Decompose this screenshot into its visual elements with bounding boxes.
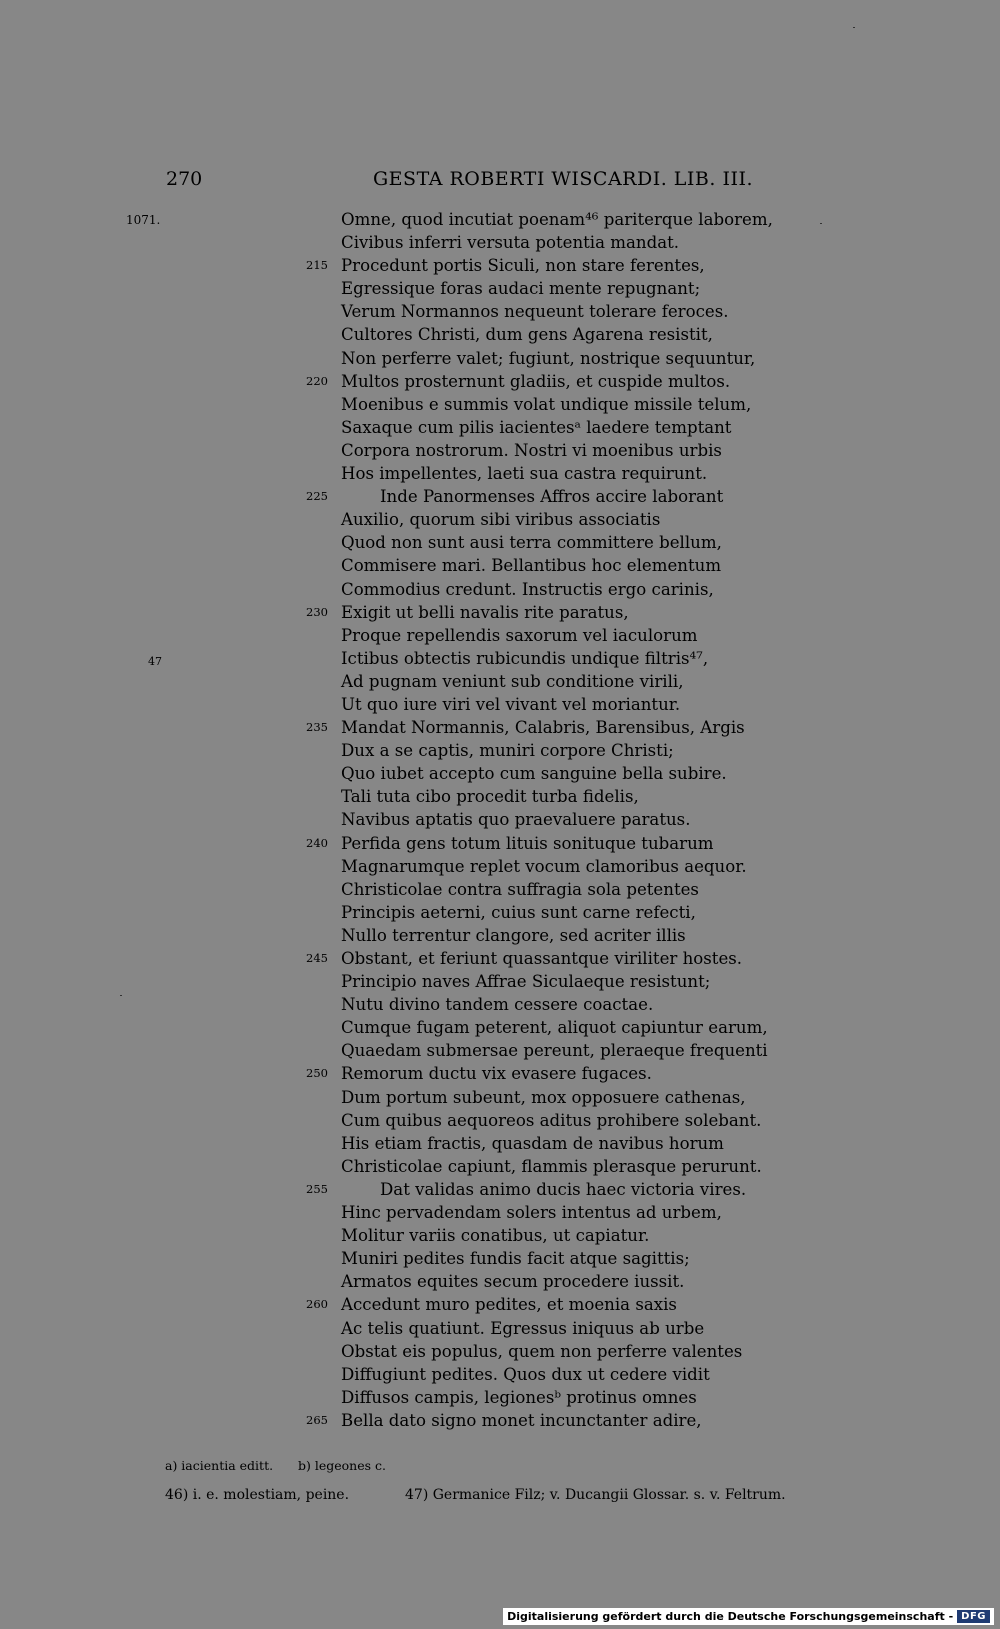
line-number: 255	[306, 1181, 328, 1196]
verse-text-line: Cultores Christi, dum gens Agarena resistit,	[341, 325, 713, 345]
verse-text-line: Molitur variis conatibus, ut capiatur.	[341, 1226, 650, 1246]
verse-line	[0, 554, 1000, 577]
verse-line	[0, 300, 1000, 323]
margin-footnote-ref: 47	[148, 655, 162, 668]
verse-line	[0, 254, 1000, 277]
verse-line	[0, 1317, 1000, 1340]
verse-line	[0, 947, 1000, 970]
verse-text-line: Dum portum subeunt, mox opposuere cathenas,	[341, 1087, 746, 1107]
line-number: 225	[306, 489, 328, 504]
verse-line	[0, 277, 1000, 300]
verse-line	[0, 1132, 1000, 1155]
scan-speck	[820, 223, 822, 224]
verse-text-line: Dat validas animo ducis haec victoria vires.	[380, 1179, 747, 1199]
verse-text-line: Ad pugnam veniunt sub conditione virili,	[341, 671, 684, 691]
digitization-credit	[503, 1608, 994, 1625]
verse-text-line: Hos impellentes, laeti sua castra requirunt.	[341, 464, 708, 484]
verse-line	[0, 739, 1000, 762]
verse-text-line: Verum Normannos nequeunt tolerare feroces.	[341, 302, 729, 322]
footnote-a: a) iacientia editt.	[165, 1458, 274, 1473]
verse-line	[0, 231, 1000, 254]
verse-line	[0, 1155, 1000, 1178]
verse-text-line: Diffusos campis, legionesᵇ protinus omnes	[341, 1387, 697, 1407]
line-number: 250	[306, 1066, 328, 1081]
verse-text-line: His etiam fractis, quasdam de navibus horum	[341, 1133, 724, 1153]
scan-speck	[120, 995, 122, 996]
verse-line	[0, 855, 1000, 878]
verse-line	[0, 878, 1000, 901]
verse-line	[0, 531, 1000, 554]
verse-line	[0, 1109, 1000, 1132]
verse-text-line: Quo iubet accepto cum sanguine bella subire.	[341, 764, 727, 784]
verse-line	[0, 1270, 1000, 1293]
verse-line	[0, 1062, 1000, 1085]
verse-text-line: Egressique foras audaci mente repugnant;	[341, 279, 701, 299]
verse-line	[0, 970, 1000, 993]
line-number: 265	[306, 1412, 328, 1427]
verse-line	[0, 1386, 1000, 1409]
verse-text-line: Auxilio, quorum sibi viribus associatis	[341, 510, 661, 530]
verse-text-line: Commodius credunt. Instructis ergo carinis,	[341, 579, 714, 599]
verse-text-line: Nullo terrentur clangore, sed acriter illis	[341, 925, 686, 945]
verse-line	[0, 439, 1000, 462]
verse-line	[0, 485, 1000, 508]
verse-text-line: Muniri pedites fundis facit atque sagittis;	[341, 1249, 690, 1269]
verse-text-line: Cumque fugam peterent, aliquot capiuntur earum,	[341, 1018, 768, 1038]
verse-text-line: Inde Panormenses Affros accire laborant	[380, 487, 724, 507]
verse-line	[0, 1201, 1000, 1224]
line-number: 245	[306, 951, 328, 965]
verse-line	[0, 624, 1000, 647]
verse-text-line: Navibus aptatis quo praevaluere paratus.	[341, 810, 691, 830]
verse-text-line: Principis aeterni, cuius sunt carne refecti,	[341, 902, 696, 922]
verse-line	[0, 670, 1000, 693]
verse-text-line: Corpora nostrorum. Nostri vi moenibus urbis	[341, 440, 722, 460]
verse-text-line: Ut quo iure viri vel vivant vel moriantur.	[341, 694, 681, 714]
verse-text-line: Exigit ut belli navalis rite paratus,	[341, 602, 629, 622]
verse-line	[0, 1293, 1000, 1316]
margin-year: 1071.	[126, 213, 161, 227]
verse-line	[0, 924, 1000, 947]
running-title: GESTA ROBERTI WISCARDI. LIB. III.	[373, 168, 754, 190]
verse-line	[0, 1363, 1000, 1386]
verse-line	[0, 601, 1000, 624]
verse-line	[0, 993, 1000, 1016]
verse-line	[0, 785, 1000, 808]
verse-text-line: Principio naves Affrae Siculaeque resistunt;	[341, 972, 711, 992]
verse-line	[0, 1086, 1000, 1109]
verse-text-line: Ac telis quatiunt. Egressus iniquus ab urbe	[341, 1318, 705, 1338]
verse-line	[0, 1247, 1000, 1270]
verse-line	[0, 832, 1000, 855]
verse-text-line: Multos prosternunt gladiis, et cuspide multos.	[341, 371, 731, 391]
verse-text-line: Obstant, et feriunt quassantque viriliter hostes.	[341, 949, 743, 968]
verse-text-line: Christicolae capiunt, flammis plerasque perurunt.	[341, 1156, 762, 1176]
verse-text-line: Obstat eis populus, quem non perferre valentes	[341, 1341, 743, 1361]
verse-text-line: Hinc pervadendam solers intentus ad urbem,	[341, 1203, 722, 1223]
verse-line	[0, 1178, 1000, 1201]
verse-text-line: Perfida gens totum lituis sonituque tubarum	[341, 833, 714, 853]
footnotes	[165, 1487, 825, 1503]
verse-line	[0, 808, 1000, 831]
verse-line	[0, 647, 1000, 670]
verse-line	[0, 462, 1000, 485]
page-header	[0, 168, 1000, 198]
dfg-logo: DFG	[957, 1610, 990, 1623]
verse-text-line: Nutu divino tandem cessere coactae.	[341, 995, 654, 1015]
verse-line	[0, 323, 1000, 346]
line-number: 260	[306, 1297, 328, 1312]
verse-text-line: Proque repellendis saxorum vel iaculorum	[341, 625, 698, 645]
verse-text-line: Procedunt portis Siculi, non stare ferentes,	[341, 256, 705, 276]
verse-line	[0, 1340, 1000, 1363]
verse-line	[0, 508, 1000, 531]
verse-text-line: Quod non sunt ausi terra committere bellum,	[341, 533, 722, 553]
line-number: 235	[306, 720, 328, 735]
verse-text-line: Civibus inferri versuta potentia mandat.	[341, 233, 680, 253]
scan-speck	[853, 27, 855, 28]
verse-text-line: Diffugiunt pedites. Quos dux ut cedere vidit	[341, 1364, 710, 1384]
verse-line	[0, 208, 1000, 231]
verse-text-line: Saxaque cum pilis iacientesᵃ laedere temptant	[341, 417, 732, 437]
verse-text	[0, 208, 1000, 1432]
verse-line	[0, 1224, 1000, 1247]
verse-text-line: Cum quibus aequoreos aditus prohibere solebant.	[341, 1110, 762, 1130]
verse-text-line: Ictibus obtectis rubicundis undique filtris⁴⁷,	[341, 648, 709, 668]
verse-text-line: Christicolae contra suffragia sola petentes	[341, 879, 699, 899]
footnote-47: 47) Germanice Filz; v. Ducangii Glossar. s. v. Feltrum.	[405, 1487, 786, 1503]
verse-text-line: Remorum ductu vix evasere fugaces.	[341, 1064, 652, 1084]
line-number: 230	[306, 604, 328, 619]
verse-text-line: Accedunt muro pedites, et moenia saxis	[341, 1295, 677, 1315]
line-number: 240	[306, 835, 328, 850]
verse-text-line: Omne, quod incutiat poenam⁴⁶ pariterque laborem,	[341, 210, 773, 229]
critical-apparatus	[165, 1458, 386, 1473]
line-number: 215	[306, 258, 328, 273]
line-number: 220	[306, 373, 328, 388]
verse-line	[0, 578, 1000, 601]
verse-line	[0, 370, 1000, 393]
verse-text-line: Non perferre valet; fugiunt, nostrique sequuntur,	[341, 348, 756, 368]
verse-line	[0, 1016, 1000, 1039]
verse-line	[0, 693, 1000, 716]
verse-line	[0, 716, 1000, 739]
verse-text-line: Dux a se captis, muniri corpore Christi;	[341, 741, 674, 761]
credit-text: Digitalisierung gefördert durch die Deutsche Forschungsgemeinschaft -	[507, 1610, 954, 1623]
verse-text-line: Commisere mari. Bellantibus hoc elementum	[341, 556, 722, 576]
page-number: 270	[166, 168, 203, 190]
verse-line	[0, 901, 1000, 924]
verse-text-line: Bella dato signo monet incunctanter adire,	[341, 1410, 702, 1430]
verse-line	[0, 762, 1000, 785]
verse-line	[0, 1039, 1000, 1062]
verse-text-line: Quaedam submersae pereunt, pleraeque frequenti	[341, 1041, 768, 1061]
verse-text-line: Armatos equites secum procedere iussit.	[341, 1272, 685, 1292]
footnote-b: b) legeones c.	[298, 1458, 386, 1473]
verse-line	[0, 1409, 1000, 1432]
verse-text-line: Moenibus e summis volat undique missile telum,	[341, 394, 752, 414]
verse-text-line: Tali tuta cibo procedit turba fidelis,	[341, 787, 639, 807]
verse-line	[0, 416, 1000, 439]
verse-text-line: Magnarumque replet vocum clamoribus aequor.	[341, 856, 747, 876]
verse-line	[0, 393, 1000, 416]
footnote-46: 46) i. e. molestiam, peine.	[165, 1487, 350, 1503]
verse-text-line: Mandat Normannis, Calabris, Barensibus, Argis	[341, 718, 745, 738]
verse-line	[0, 347, 1000, 370]
